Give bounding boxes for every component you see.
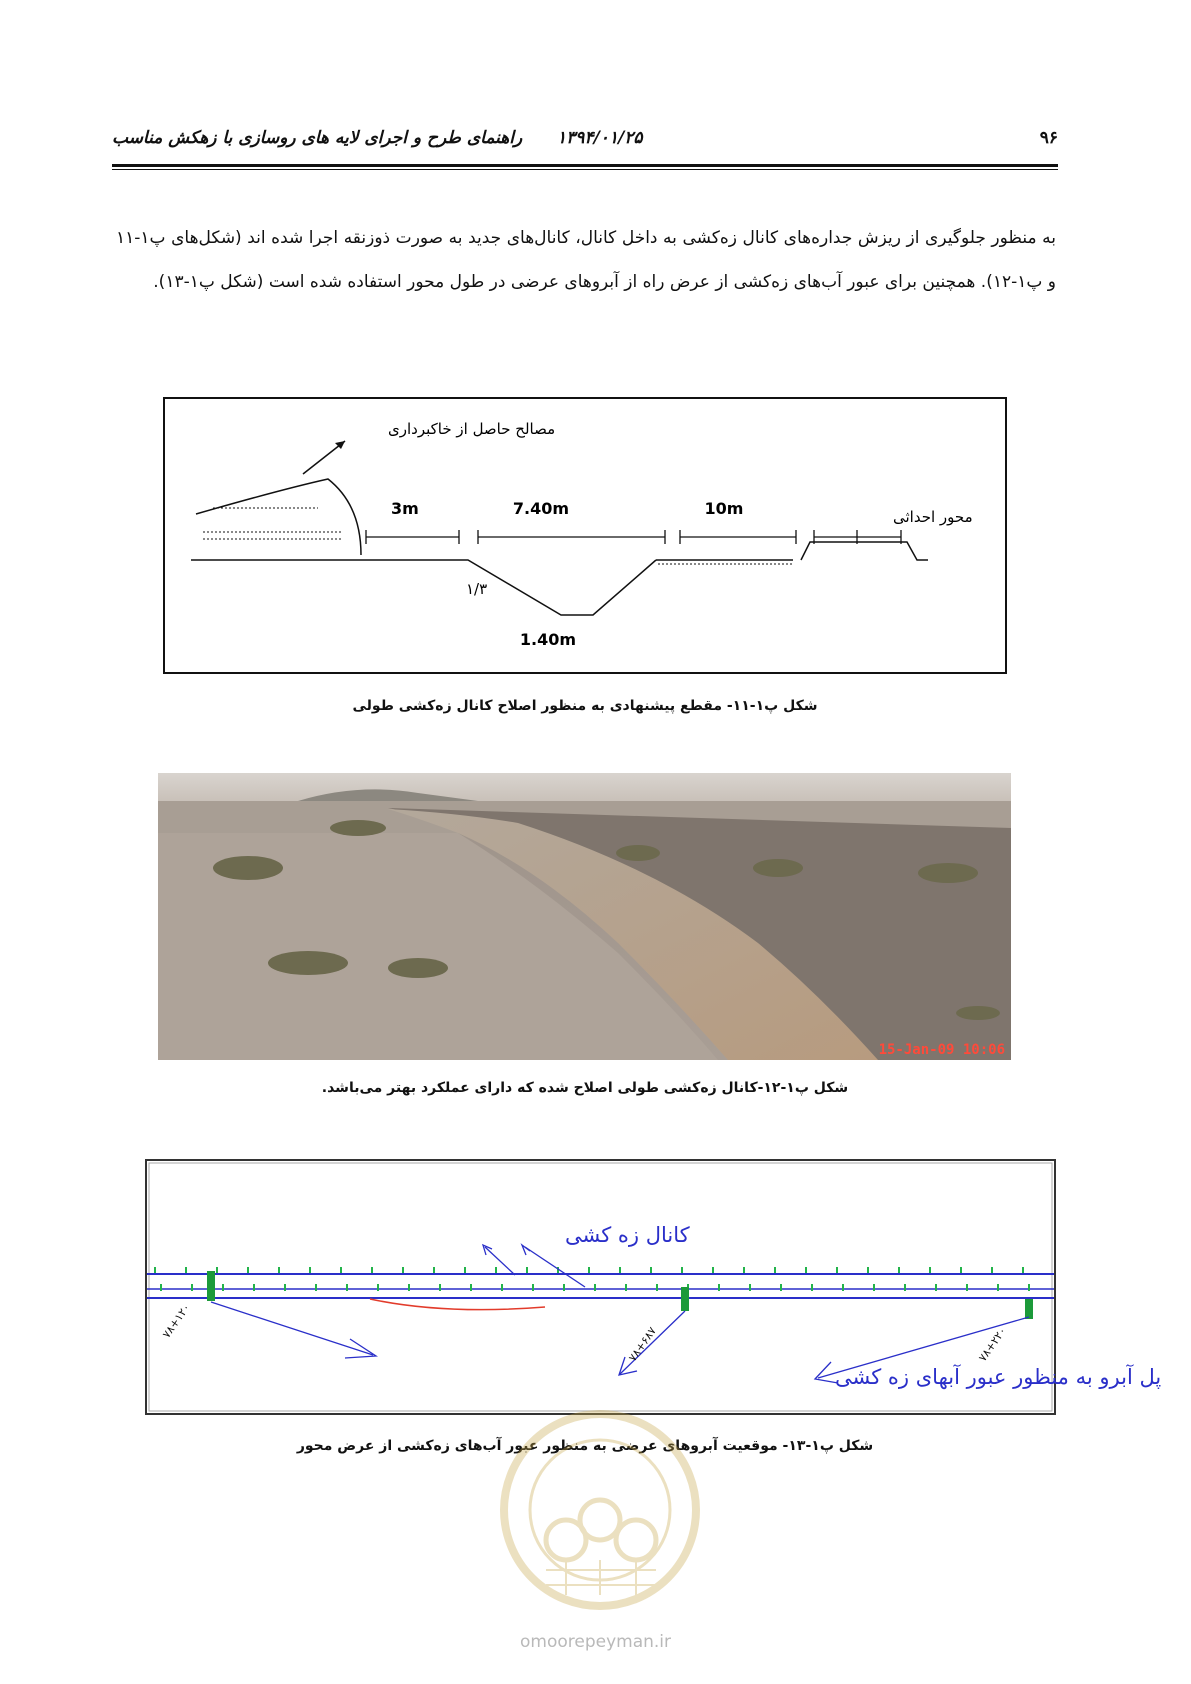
- watermark-site: omoorepeyman.ir: [519, 1632, 672, 1652]
- header-title: راهنمای طرح و اجرای لایه های روسازی با زهکش مناسب: [112, 128, 523, 148]
- figure1-caption: شکل پ۱-۱۱- مقطع پیشنهادی به منظور اصلاح کانال زه‌کشی طولی: [352, 698, 818, 714]
- page-header: [112, 128, 1058, 154]
- figure3-caption: شکل پ۱-۱۳- موقعیت آبروهای عرضی به منظور عبور آب‌های زه‌کشی از عرض محور: [296, 1438, 874, 1454]
- watermark-seal: [486, 1400, 714, 1610]
- label-axis: محور احداثی: [893, 508, 973, 526]
- header-date: ۱۳۹۴/۰۱/۲۵: [557, 128, 643, 148]
- label-10m: 10m: [704, 499, 744, 518]
- station-right: ۷۸+۲۲۰: [976, 1324, 1009, 1364]
- header-rule-thin: [112, 169, 1058, 170]
- cross-section-diagram: [163, 397, 1007, 674]
- station-mid: ۷۸+۶۸۷: [626, 1324, 659, 1364]
- culvert-plan-diagram: [145, 1159, 1162, 1415]
- label-spoil: مصالح حاصل از خاکبرداری: [388, 420, 556, 438]
- label-7-40m: 7.40m: [512, 499, 570, 518]
- label-1-40m: 1.40m: [519, 630, 577, 649]
- canal-photo: [158, 773, 1011, 1060]
- photo-timestamp: 15-Jan-09 10:06: [878, 1042, 1005, 1058]
- canal-photo-scene: [158, 773, 1011, 1060]
- page-number: ۹۶: [1039, 128, 1058, 148]
- label-bridge: پل آبرو به منظور عبور آبهای زه کشی: [835, 1365, 1162, 1389]
- label-canal: کانال زه کشی: [565, 1223, 690, 1247]
- label-slope: ۱/۳: [466, 580, 488, 598]
- header-rule: [112, 164, 1058, 167]
- label-3m: 3m: [391, 499, 419, 518]
- figure2-caption: شکل پ۱-۱۲-کانال زه‌کشی طولی اصلاح شده که دارای عملکرد بهتر می‌باشد.: [321, 1080, 849, 1096]
- body-paragraph: به منظور جلوگیری از ریزش جداره‌های کانال زه‌کشی به داخل کانال، کانال‌های جدید به صورت ذوزنقه اجرا شده اند (شکل‌های پ۱-۱۱ و پ۱-۱۲). همچنین برای عبور آب‌های زه‌کشی از عرض راه از آبروهای عرضی در طول محور استفاده شده است (شکل پ۱-۱۳).: [116, 228, 1056, 292]
- station-left: ۷۸+۱۲۰: [159, 1301, 193, 1341]
